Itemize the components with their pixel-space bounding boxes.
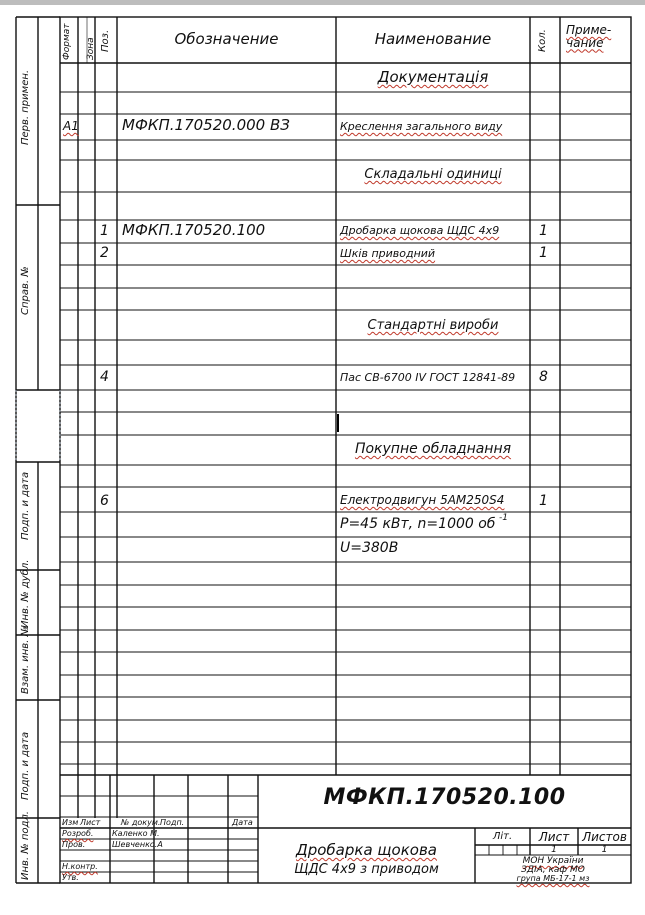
col-podp: Подп.	[160, 818, 185, 827]
razrab-label: Розроб.	[62, 829, 94, 838]
header-note: Приме- чание	[566, 23, 612, 50]
rpm-superscript: -1	[499, 513, 508, 523]
listov-label: Листов	[582, 830, 627, 844]
list-value: 1	[551, 845, 557, 855]
side-podp-data-2: Подп. и дата	[20, 731, 31, 800]
header-pos: Поз.	[100, 29, 111, 52]
text-cursor	[337, 414, 339, 432]
nkontr-label: Н.контр.	[62, 862, 98, 871]
product-name-2: ЩДС 4х9 з приводом	[294, 862, 439, 877]
org-line-2: ЗДІА, каф МО	[521, 865, 585, 875]
section-assembly-units: Складальні одиниці	[364, 167, 502, 182]
row-designation: МФКП.170520.100	[122, 221, 266, 239]
header-designation: Обозначение	[174, 30, 279, 48]
side-podp-data-1: Подп. и дата	[20, 471, 31, 540]
header-name: Наименование	[374, 30, 492, 48]
header-zone: Зона	[86, 37, 96, 60]
row-qty: 1	[539, 493, 548, 509]
header-format: Формат	[62, 23, 72, 60]
col-doc: № докум.	[121, 818, 161, 827]
row-qty: 1	[539, 223, 548, 239]
col-data: Дата	[232, 818, 253, 827]
row-name: Р=45 кВт, n=1000 об	[340, 516, 496, 532]
prov-label: Пров.	[62, 840, 86, 849]
row-qty: 1	[539, 245, 548, 261]
row-format: A1	[63, 119, 79, 133]
header-qty: Кол.	[537, 29, 548, 52]
row-name: Пас СВ-6700 IV ГОСТ 12841-89	[340, 371, 516, 384]
prov-name: Шевченко.А	[112, 840, 163, 849]
row-designation: МФКП.170520.000 ВЗ	[122, 116, 290, 134]
utv-label: Утв.	[62, 873, 79, 882]
side-inv-dubl: Инв. № дубл.	[20, 559, 31, 628]
row-name: Креслення загального виду	[340, 120, 503, 133]
row-name: Електродвигун 5АМ250S4	[340, 493, 505, 507]
listov-value: 1	[601, 845, 608, 855]
side-inv-podl: Инв. № подл.	[20, 811, 31, 880]
row-pos: 6	[100, 493, 109, 509]
title-designation: МФКП.170520.100	[323, 785, 566, 810]
section-purchased-equipment: Покупне обладнання	[354, 441, 512, 457]
org-line-1: МОН України	[522, 856, 584, 866]
row-name: U=380В	[340, 540, 399, 556]
org-line-3: група МБ-17-1 мз	[516, 874, 590, 883]
row-pos: 4	[100, 369, 109, 385]
row-pos: 2	[100, 245, 109, 261]
col-izm: Изм	[62, 818, 79, 827]
section-standard-products: Стандартні вироби	[367, 318, 499, 333]
lit-label: Літ.	[492, 831, 513, 842]
col-list: Лист	[80, 818, 101, 827]
list-label: Лист	[538, 830, 570, 844]
row-name: Шків приводний	[340, 247, 436, 260]
razrab-name: Каленко М.	[112, 829, 160, 838]
side-vzam-inv: Взам. инв. №	[20, 626, 31, 694]
row-pos: 1	[100, 223, 109, 239]
section-documentation: Документація	[377, 68, 489, 86]
side-perv-primen: Перв. примен.	[20, 69, 31, 145]
side-sprav: Справ. №	[20, 266, 31, 315]
product-name-1: Дробарка щокова	[296, 841, 437, 859]
row-name: Дробарка щокова ЩДС 4х9	[340, 224, 500, 237]
row-qty: 8	[539, 369, 548, 385]
